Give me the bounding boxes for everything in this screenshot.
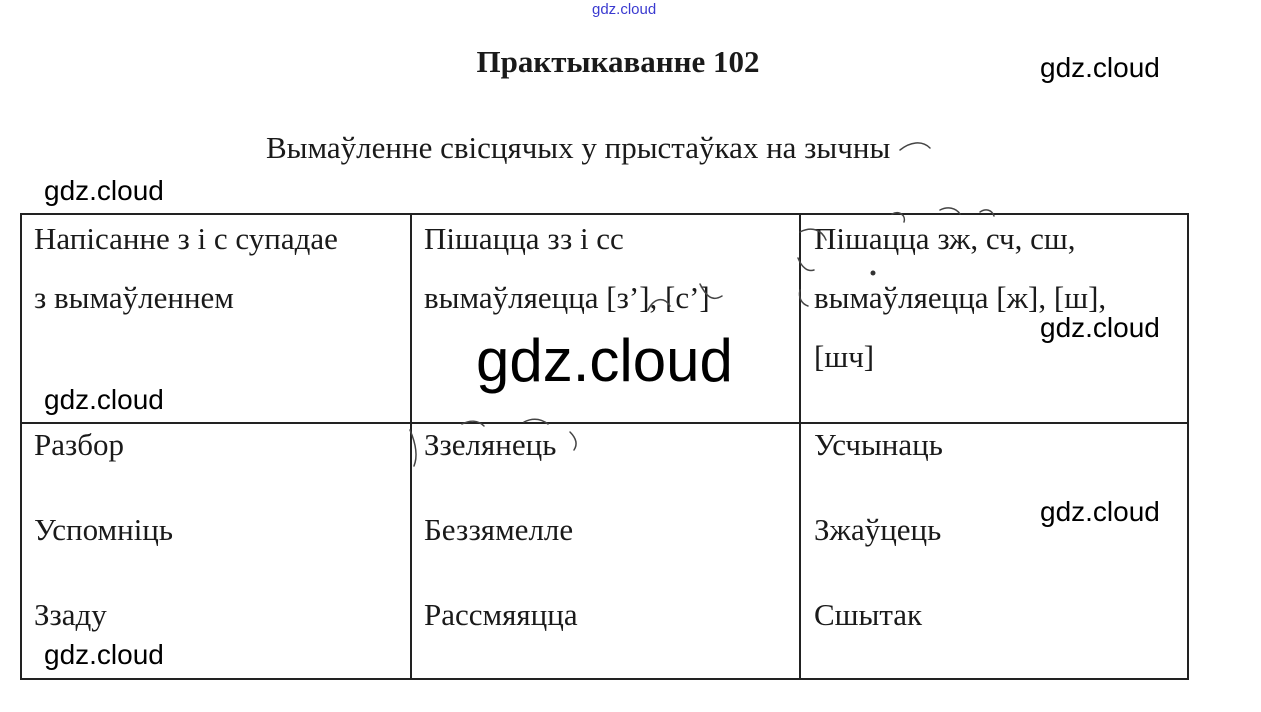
header-1-line-1: Напісанне з і с супадае [34,221,338,256]
word-list-2 [424,402,578,657]
watermark-left-bottom: gdz.cloud [44,639,164,670]
header-3-line-1: Пішацца зж, сч, сш, [814,221,1076,256]
spelling-table [20,213,1189,680]
header-1-line-2: з вымаўленнем [34,280,234,315]
word-item: Ззаду [34,597,107,632]
header-2-line-2: вымаўляецца [з’], [с’] [424,280,710,315]
word-item: Зжаўцець [814,512,942,547]
word-item: Беззямелле [424,512,574,547]
word-item: Усчынаць [814,427,943,462]
header-2-line-1: Пішацца зз і сс [424,221,624,256]
column-divider-2 [799,215,801,678]
watermark-top: gdz.cloud [592,1,657,18]
watermark-left-mid: gdz.cloud [44,384,164,415]
header-3-line-2: вымаўляецца [ж], [ш], [814,280,1107,315]
word-list-1 [34,402,173,657]
word-item: Успомніць [34,512,174,547]
header-cell-3 [814,209,1106,386]
word-item: Рассмяяцца [424,597,578,632]
watermark-left-subtitle: gdz.cloud [44,175,164,206]
watermark-right-title: gdz.cloud [1040,52,1160,83]
page-title: Практыкаванне 102 [476,44,760,79]
header-cell-1 [34,209,338,327]
header-3-line-3: [шч] [814,339,875,374]
watermark-right-mid: gdz.cloud [1040,312,1160,343]
page-subtitle: Вымаўленне свісцячых у прыстаўках на зычны [266,130,891,165]
header-cell-2 [424,209,710,327]
word-list-3 [814,402,943,657]
row-divider [22,422,1187,424]
word-item: Сшытак [814,597,923,632]
word-item: Ззелянець [424,427,557,462]
column-divider-1 [410,215,412,678]
watermark-center: gdz.cloud [476,327,733,394]
word-item: Разбор [34,427,125,462]
watermark-right-low: gdz.cloud [1040,496,1160,527]
